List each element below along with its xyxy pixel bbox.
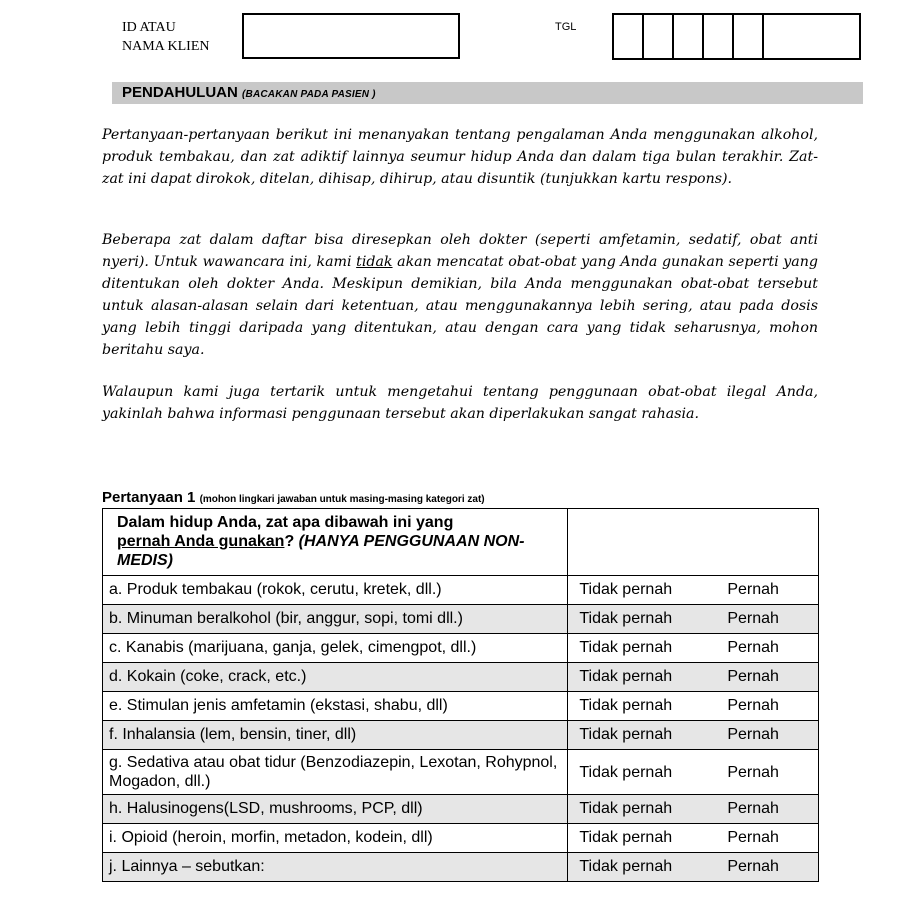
answer-cell (568, 576, 819, 605)
answer-ever[interactable]: Pernah (727, 763, 779, 781)
table-row (103, 634, 819, 663)
answer-never[interactable]: Tidak pernah (579, 610, 673, 627)
client-id-field[interactable] (242, 13, 460, 59)
table-row (103, 853, 819, 882)
header-question-mark: ? (284, 533, 295, 550)
answer-cell (568, 605, 819, 634)
client-id-label (122, 18, 210, 56)
substance-label: g. Sedativa atau obat tidur (Benzodiazepin, Lexotan, Rohypnol, Mogadon, dll.) (103, 750, 568, 795)
table-row (103, 721, 819, 750)
date-digit-box[interactable] (674, 15, 704, 58)
intro-p2-part-b: akan mencatat obat-obat yang Anda gunakan seperti yang ditentukan oleh dokter Anda. Meskipun demikian, bila Anda menggunakan obat-obat tersebut untuk alasan-alasan selain dari ketentuan, atau menggunakannya lebih sering, atau pada dosis yang lebih tinggi daripada yang ditentukan, atau dengan cara yang tidak seharusnya, mohon beritahu saya. (102, 254, 818, 358)
table-row (103, 576, 819, 605)
substance-label: d. Kokain (coke, crack, etc.) (103, 663, 568, 692)
date-digit-box[interactable] (734, 15, 764, 58)
answer-never[interactable]: Tidak pernah (579, 858, 673, 875)
substance-table (102, 508, 819, 882)
answer-cell (568, 824, 819, 853)
answer-never[interactable]: Tidak pernah (579, 800, 673, 817)
header-question-text: Dalam hidup Anda, zat apa dibawah ini yang (117, 514, 454, 531)
question-title (102, 489, 485, 506)
answer-ever[interactable]: Pernah (727, 858, 779, 875)
header-question-underlined: pernah Anda gunakan (117, 533, 285, 550)
intro-p2-underlined: tidak (356, 254, 393, 270)
date-label: TGL (555, 21, 577, 33)
intro-paragraph-1: Pertanyaan-pertanyaan berikut ini menanyakan tentang pengalaman Anda menggunakan alkohol, produk tembakau, dan zat adiktif lainnya seumur hidup Anda dan dalam tiga bulan terakhir. Zat-zat ini dapat dirokok, ditelan, dihisap, dihirup, atau disuntik (tunjukkan kartu respons). (102, 127, 818, 187)
date-year-box[interactable] (764, 15, 859, 58)
substance-label: e. Stimulan jenis amfetamin (ekstasi, shabu, dll) (103, 692, 568, 721)
intro-paragraph-3: Walaupun kami juga tertarik untuk mengetahui tentang penggunaan obat-obat ilegal Anda, yakinlah bahwa informasi penggunaan tersebut akan diperlakukan sangat rahasia. (102, 384, 818, 422)
intro-p2-part-a: Beberapa zat dalam daftar bisa diresepkan oleh dokter (seperti amfetamin, sedatif, obat anti nyeri). Untuk wawancara ini, kami (102, 232, 818, 270)
answer-ever[interactable]: Pernah (727, 581, 779, 598)
answer-ever[interactable]: Pernah (727, 610, 779, 627)
table-row (103, 795, 819, 824)
answer-ever[interactable]: Pernah (727, 829, 779, 846)
date-digit-box[interactable] (704, 15, 734, 58)
answer-cell (568, 795, 819, 824)
answer-never[interactable]: Tidak pernah (579, 639, 673, 656)
table-row (103, 663, 819, 692)
answer-never[interactable]: Tidak pernah (579, 668, 673, 685)
table-row (103, 750, 819, 795)
answer-never[interactable]: Tidak pernah (579, 829, 673, 846)
substance-label: j. Lainnya – sebutkan: (103, 853, 568, 882)
substance-label: h. Halusinogens(LSD, mushrooms, PCP, dll) (103, 795, 568, 824)
question-note: (mohon lingkari jawaban untuk masing-masing kategori zat) (199, 494, 485, 505)
substance-label: f. Inhalansia (lem, bensin, tiner, dll) (103, 721, 568, 750)
table-header-row (103, 509, 819, 576)
answer-never[interactable]: Tidak pernah (579, 763, 673, 781)
header-question-italic: (HANYA PENGGUNAAN NON-MEDIS) (117, 533, 525, 569)
answer-cell (568, 721, 819, 750)
date-field[interactable] (612, 13, 861, 60)
table-row (103, 605, 819, 634)
section-header-bar (112, 82, 863, 104)
section-title (122, 84, 376, 101)
answer-never[interactable]: Tidak pernah (579, 726, 673, 743)
answer-cell (568, 692, 819, 721)
substance-label: b. Minuman beralkohol (bir, anggur, sopi, tomi dll.) (103, 605, 568, 634)
question-number: Pertanyaan 1 (102, 489, 196, 506)
answer-cell (568, 750, 819, 795)
client-id-label-line1: ID ATAU (122, 20, 176, 35)
answer-ever[interactable]: Pernah (727, 639, 779, 656)
date-digit-box[interactable] (614, 15, 644, 58)
answer-never[interactable]: Tidak pernah (579, 581, 673, 598)
substance-label: c. Kanabis (marijuana, ganja, gelek, cimengpot, dll.) (103, 634, 568, 663)
answer-ever[interactable]: Pernah (727, 726, 779, 743)
answer-ever[interactable]: Pernah (727, 800, 779, 817)
table-row (103, 824, 819, 853)
section-title-text: PENDAHULUAN (122, 84, 238, 101)
section-subtitle: (BACAKAN PADA PASIEN ) (242, 89, 376, 100)
substance-label: a. Produk tembakau (rokok, cerutu, kretek, dll.) (103, 576, 568, 605)
intro-paragraph-2 (102, 229, 818, 361)
date-digit-box[interactable] (644, 15, 674, 58)
table-header-answers (568, 509, 819, 576)
table-header-question (103, 509, 568, 576)
answer-cell (568, 663, 819, 692)
client-id-label-line2: NAMA KLIEN (122, 39, 210, 54)
answer-ever[interactable]: Pernah (727, 668, 779, 685)
table-row (103, 692, 819, 721)
answer-never[interactable]: Tidak pernah (579, 697, 673, 714)
answer-cell (568, 634, 819, 663)
answer-ever[interactable]: Pernah (727, 697, 779, 714)
answer-cell (568, 853, 819, 882)
substance-label: i. Opioid (heroin, morfin, metadon, kodein, dll) (103, 824, 568, 853)
